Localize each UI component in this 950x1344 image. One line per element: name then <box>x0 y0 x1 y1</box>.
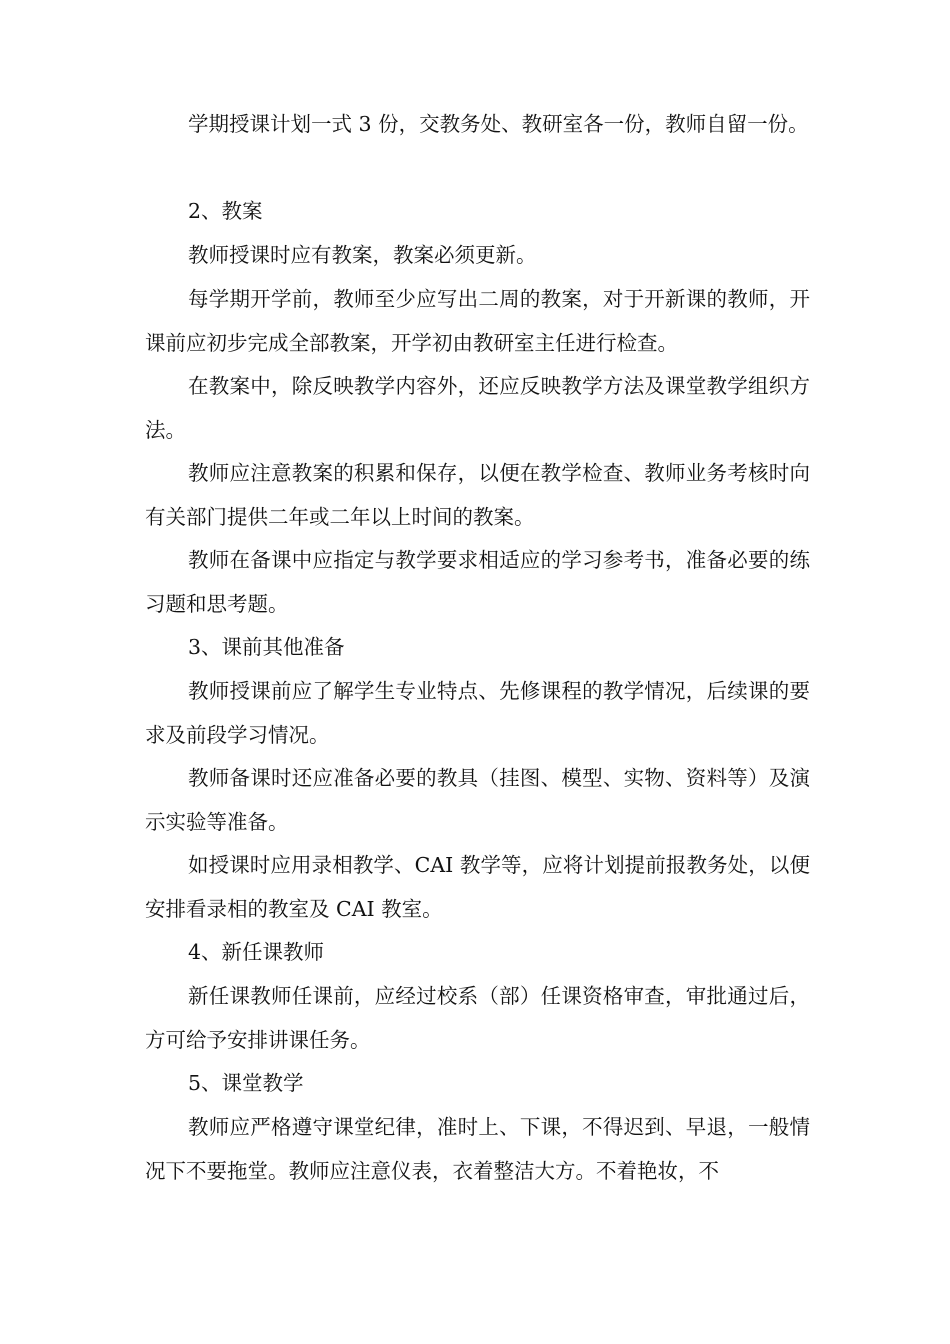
paragraph-plan-content: 在教案中，除反映教学内容外，还应反映教学方法及课堂教学组织方法。 <box>145 374 810 442</box>
paragraph-teaching-plan-copies: 学期授课计划一式 3 份，交教务处、教研室各一份，教师自留一份。 <box>188 112 809 136</box>
paragraph-lesson-plan-required: 教师授课时应有教案，教案必须更新。 <box>188 243 537 267</box>
paragraph-plan-archive: 教师应注意教案的积累和保存，以便在教学检查、教师业务考核时向有关部门提供二年或二年以上时间的教案。 <box>145 461 810 529</box>
paragraph-teaching-aids: 教师备课时还应准备必要的教具（挂图、模型、实物、资料等）及演示实验等准备。 <box>145 766 810 834</box>
section-heading-new-teachers: 4、新任课教师 <box>188 940 325 964</box>
paragraph-reference-books: 教师在备课中应指定与教学要求相适应的学习参考书，准备必要的练习题和思考题。 <box>145 548 810 616</box>
paragraph-qualification-review: 新任课教师任课前，应经过校系（部）任课资格审查，审批通过后，方可给予安排讲课任务。 <box>145 984 810 1052</box>
section-heading-lesson-plan: 2、教案 <box>188 199 263 223</box>
section-heading-classroom-teaching: 5、课堂教学 <box>188 1071 304 1095</box>
paragraph-video-cai: 如授课时应用录相教学、CAI 教学等，应将计划提前报教务处，以便安排看录相的教室及 CAI 教室。 <box>145 853 810 921</box>
paragraph-student-background: 教师授课前应了解学生专业特点、先修课程的教学情况，后续课的要求及前段学习情况。 <box>145 679 810 747</box>
section-heading-other-preparation: 3、课前其他准备 <box>188 635 345 659</box>
paragraph-two-weeks-plans: 每学期开学前，教师至少应写出二周的教案，对于开新课的教师，开课前应初步完成全部教案，开学初由教研室主任进行检查。 <box>145 287 810 355</box>
paragraph-classroom-discipline: 教师应严格遵守课堂纪律，准时上、下课，不得迟到、早退，一般情况下不要拖堂。教师应注意仪表，衣着整洁大方。不着艳妆，不 <box>145 1115 810 1183</box>
